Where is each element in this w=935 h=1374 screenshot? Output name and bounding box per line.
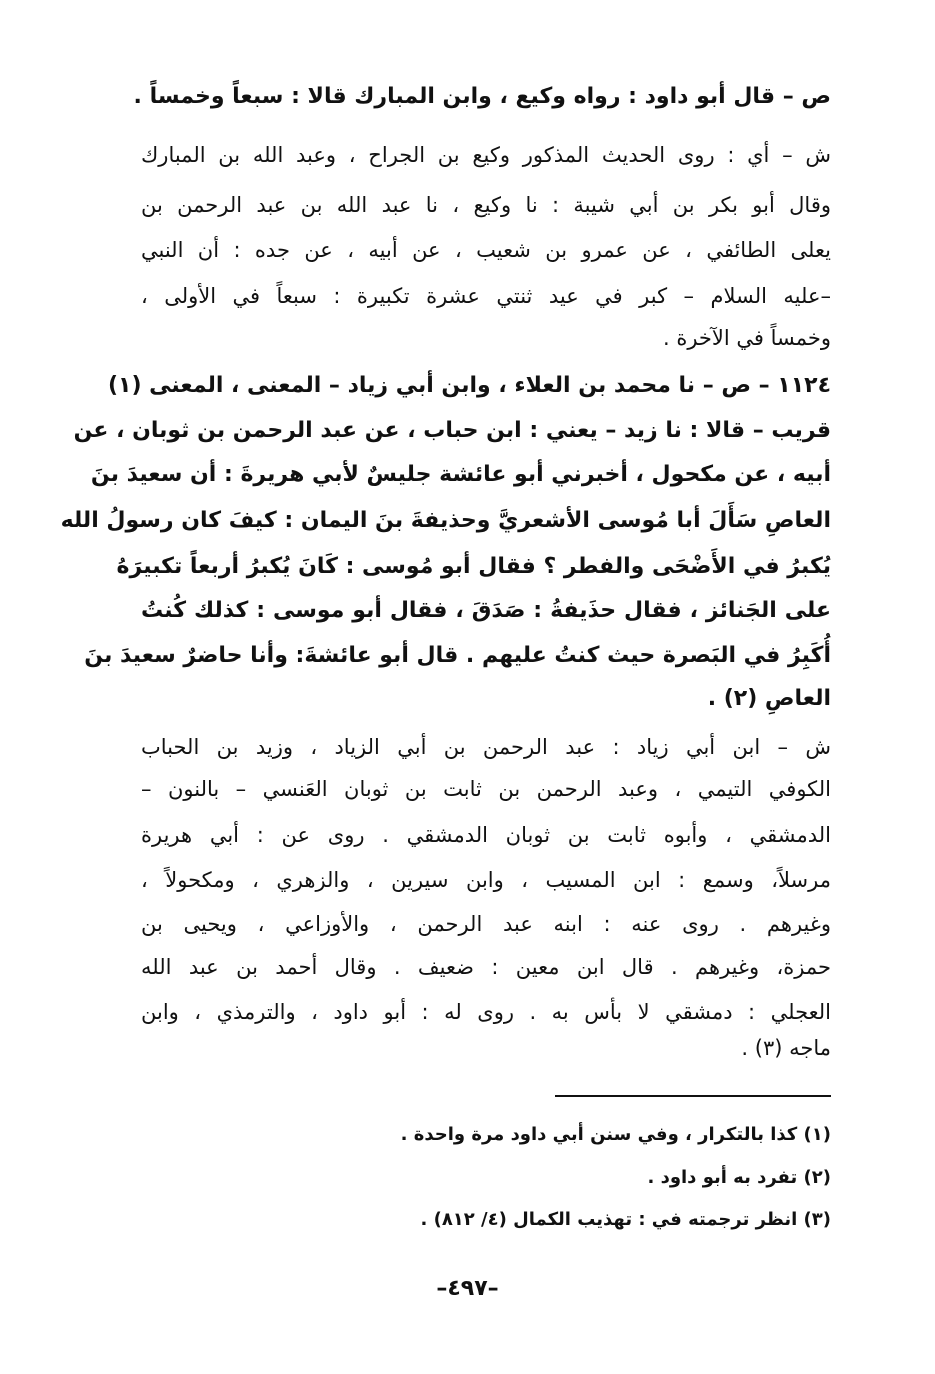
footnote-separator (555, 1095, 831, 1097)
commentary-line: مرسلاً، وسمع : ابن المسيب ، وابن سيرين ، والزهري ، ومكحولاً ، (141, 868, 831, 892)
commentary-line: وخمساً في الآخرة . (662, 326, 831, 350)
commentary-line: يعلى الطائفي ، عن عمرو بن شعيب ، عن أبيه ، عن جده : أن النبي (141, 238, 831, 262)
hadith-line: يُكبرُ في الأَضْحَى والفطر ؟ فقال أبو مُوسى : كَانَ يُكبرُ أربعاً تكبيرَهُ (116, 554, 831, 579)
hadith-line: ١١٢٤ – ص – نا محمد بن العلاء ، وابن أبي زياد – المعنى ، المعنى (١) (107, 373, 831, 398)
commentary-line: وغيرهم . روى عنه : ابنه عبد الرحمن ، والأوزاعي ، ويحيى بن (141, 912, 831, 936)
commentary-line: ماجه (٣) . (741, 1036, 831, 1060)
hadith-line: أبيه ، عن مكحول ، أخبرني أبو عائشة جليسٌ لأبي هريرةَ : أن سعيدَ بنَ (90, 462, 831, 487)
hadith-line: العاصِ سَأَلَ أبا مُوسى الأشعريَّ وحذيفةَ بنَ اليمان : كيفَ كان رسولُ الله (60, 508, 831, 533)
commentary-line: حمزة، وغيرهم . قال ابن معين : ضعيف . وقال أحمد بن عبد الله (141, 955, 831, 979)
commentary-line: ش – أي : روى الحديث المذكور وكيع بن الجراح ، وعبد الله بن المبارك (141, 143, 831, 167)
commentary-line: الدمشقي ، وأبوه ثابت بن ثوبان الدمشقي . روى عن : أبي هريرة (141, 823, 831, 847)
page-number: –٤٩٧– (436, 1276, 499, 1301)
matn-line: ص – قال أبو داود : رواه وكيع ، وابن المبارك قالا : سبعاً وخمساً . (133, 84, 831, 109)
commentary-line: –عليه السلام – كبر في عيد ثنتي عشرة تكبيرة : سبعاً في الأولى ، (141, 284, 831, 308)
hadith-line: قريب – قالا : نا زيد – يعني : ابن حباب ، عن عبد الرحمن بن ثوبان ، عن (73, 418, 831, 443)
commentary-line: العجلي : دمشقي لا بأس به . روى له : أبو داود ، والترمذي ، وابن (141, 1000, 831, 1024)
hadith-line: على الجَنائز ، فقال حذَيفةُ : صَدَقَ ، فقال أبو موسى : كذلك كُنتُ (141, 598, 831, 623)
footnote: (٣) انظر ترجمته في : تهذيب الكمال (٤/ ٨١٢) . (420, 1209, 831, 1230)
commentary-line: وقال أبو بكر بن أبي شيبة : نا وكيع ، نا عبد الله بن عبد الرحمن بن (141, 193, 831, 217)
footnote: (١) كذا بالتكرار ، وفي سنن أبي داود مرة واحدة . (400, 1124, 831, 1145)
commentary-line: الكوفي التيمي ، وعبد الرحمن بن ثابت بن ثوبان العَنسي – بالنون – (141, 777, 831, 801)
footnote: (٢) تفرد به أبو داود . (647, 1167, 831, 1188)
commentary-line: ش – ابن أبي زياد : عبد الرحمن بن أبي الزياد ، وزيد بن الحباب (141, 735, 831, 759)
hadith-line: العاصِ (٢) . (707, 686, 831, 711)
hadith-line: أُكَبِرُ في البَصرة حيث كنتُ عليهم . قال أبو عائشةَ: وأنا حاضرٌ سعيدَ بنَ (84, 643, 831, 668)
